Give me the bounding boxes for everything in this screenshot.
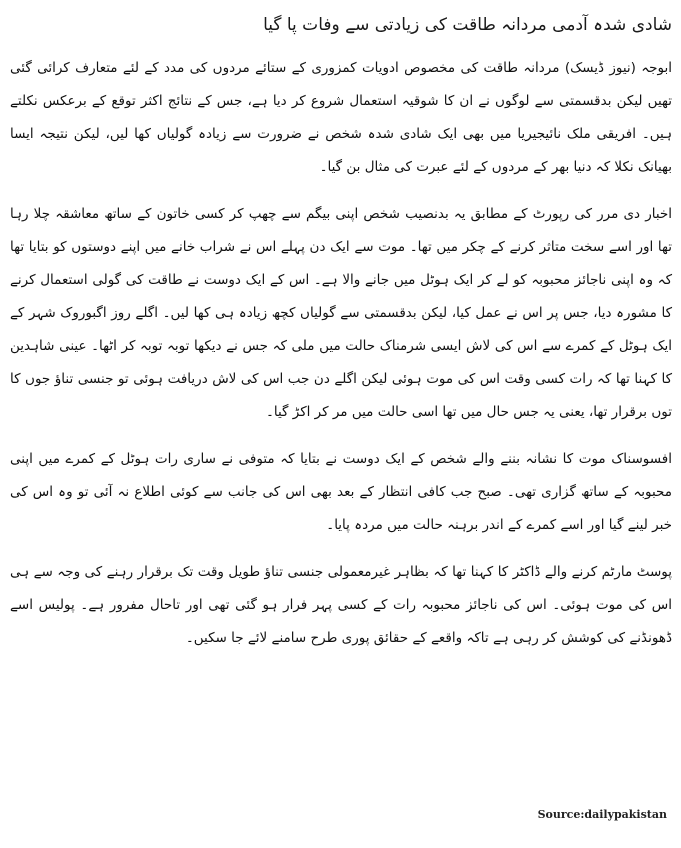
- article-paragraph-2: اخبار دی مرر کی رپورٹ کے مطابق یہ بدنصیب شخص اپنی بیگم سے چھپ کر کسی خاتون کے ساتھ معاشقہ چلا رہا تھا اور اسے سخت متاثر کرنے کے چکر میں تھا۔ موت سے ایک دن پہلے اس نے شراب خانے میں اپنے دوستوں کو بتایا تھا کہ وہ اپنی ناجائز محبوبہ کو لے کر ایک ہوٹل میں جانے والا ہے۔ اس کے ایک دوست نے طاقت کی گولی استعمال کرنے کا مشورہ دیا، جس پر اس نے عمل کیا، لیکن بدقسمتی سے گولیاں کچھ زیادہ ہی کھا لیں۔ اگلے روز اگبوروک شہر کے ایک ہوٹل کے کمرے سے اس کی لاش ایسی شرمناک حالت میں ملی کہ جس نے دیکھا توبہ توبہ کر اٹھا۔ عینی شاہدین کا کہنا تھا کہ رات کسی وقت اس کی موت ہوئی لیکن اگلے دن جب اس کی لاش دریافت ہوئی تو جنسی تناؤ جوں کا توں برقرار تھا، یعنی یہ جس حال میں تھا اسی حالت میں مر کر اکڑ گیا۔: [10, 206, 672, 420]
- article-paragraph-1: ابوجہ (نیوز ڈیسک) مردانہ طاقت کی مخصوص ادویات کمزوری کے ستائے مردوں کی مدد کے لئے متعارف کرائی گئی تھیں لیکن بدقسمتی سے لوگوں نے ان کا شوقیہ استعمال شروع کر دیا ہے، جس کے نتائج اکثر توقع کے برعکس نکلتے ہیں۔ افریقی ملک نائیجیریا میں بھی ایک شادی شدہ شخص نے ضرورت سے زیادہ گولیاں کھا لیں، لیکن نتیجہ ایسا بھیانک نکلا کہ دنیا بھر کے مردوں کے لئے عبرت کی مثال بن گیا۔: [10, 60, 672, 175]
- article-title: شادی شدہ آدمی مردانہ طاقت کی زیادتی سے وفات پا گیا: [263, 15, 672, 35]
- news-article: [10, 8, 672, 669]
- source-credit: Source:dailypakistan: [537, 808, 667, 821]
- article-paragraph-4: پوسٹ مارٹم کرنے والے ڈاکٹر کا کہنا تھا کہ بظاہر غیرمعمولی جنسی تناؤ طویل وقت تک برقرار رہنے کی وجہ سے ہی اس کی موت ہوئی۔ اس کی ناجائز محبوبہ رات کے کسی پہر فرار ہو گئی تھی اور تاحال مفرور ہے۔ پولیس اسے ڈھونڈنے کی کوشش کر رہی ہے تاکہ واقعے کے حقائق پوری طرح سامنے لائے جا سکیں۔: [10, 564, 672, 646]
- article-paragraph-3: افسوسناک موت کا نشانہ بننے والے شخص کے ایک دوست نے بتایا کہ متوفی نے ساری رات ہوٹل کے کمرے میں اپنی محبوبہ کے ساتھ گزاری تھی۔ صبح جب کافی انتظار کے بعد بھی اس کی جانب سے کوئی اطلاع نہ آئی تو وہ اس کی خبر لینے گیا اور اسے کمرے کے اندر برہنہ حالت میں مردہ پایا۔: [10, 451, 672, 533]
